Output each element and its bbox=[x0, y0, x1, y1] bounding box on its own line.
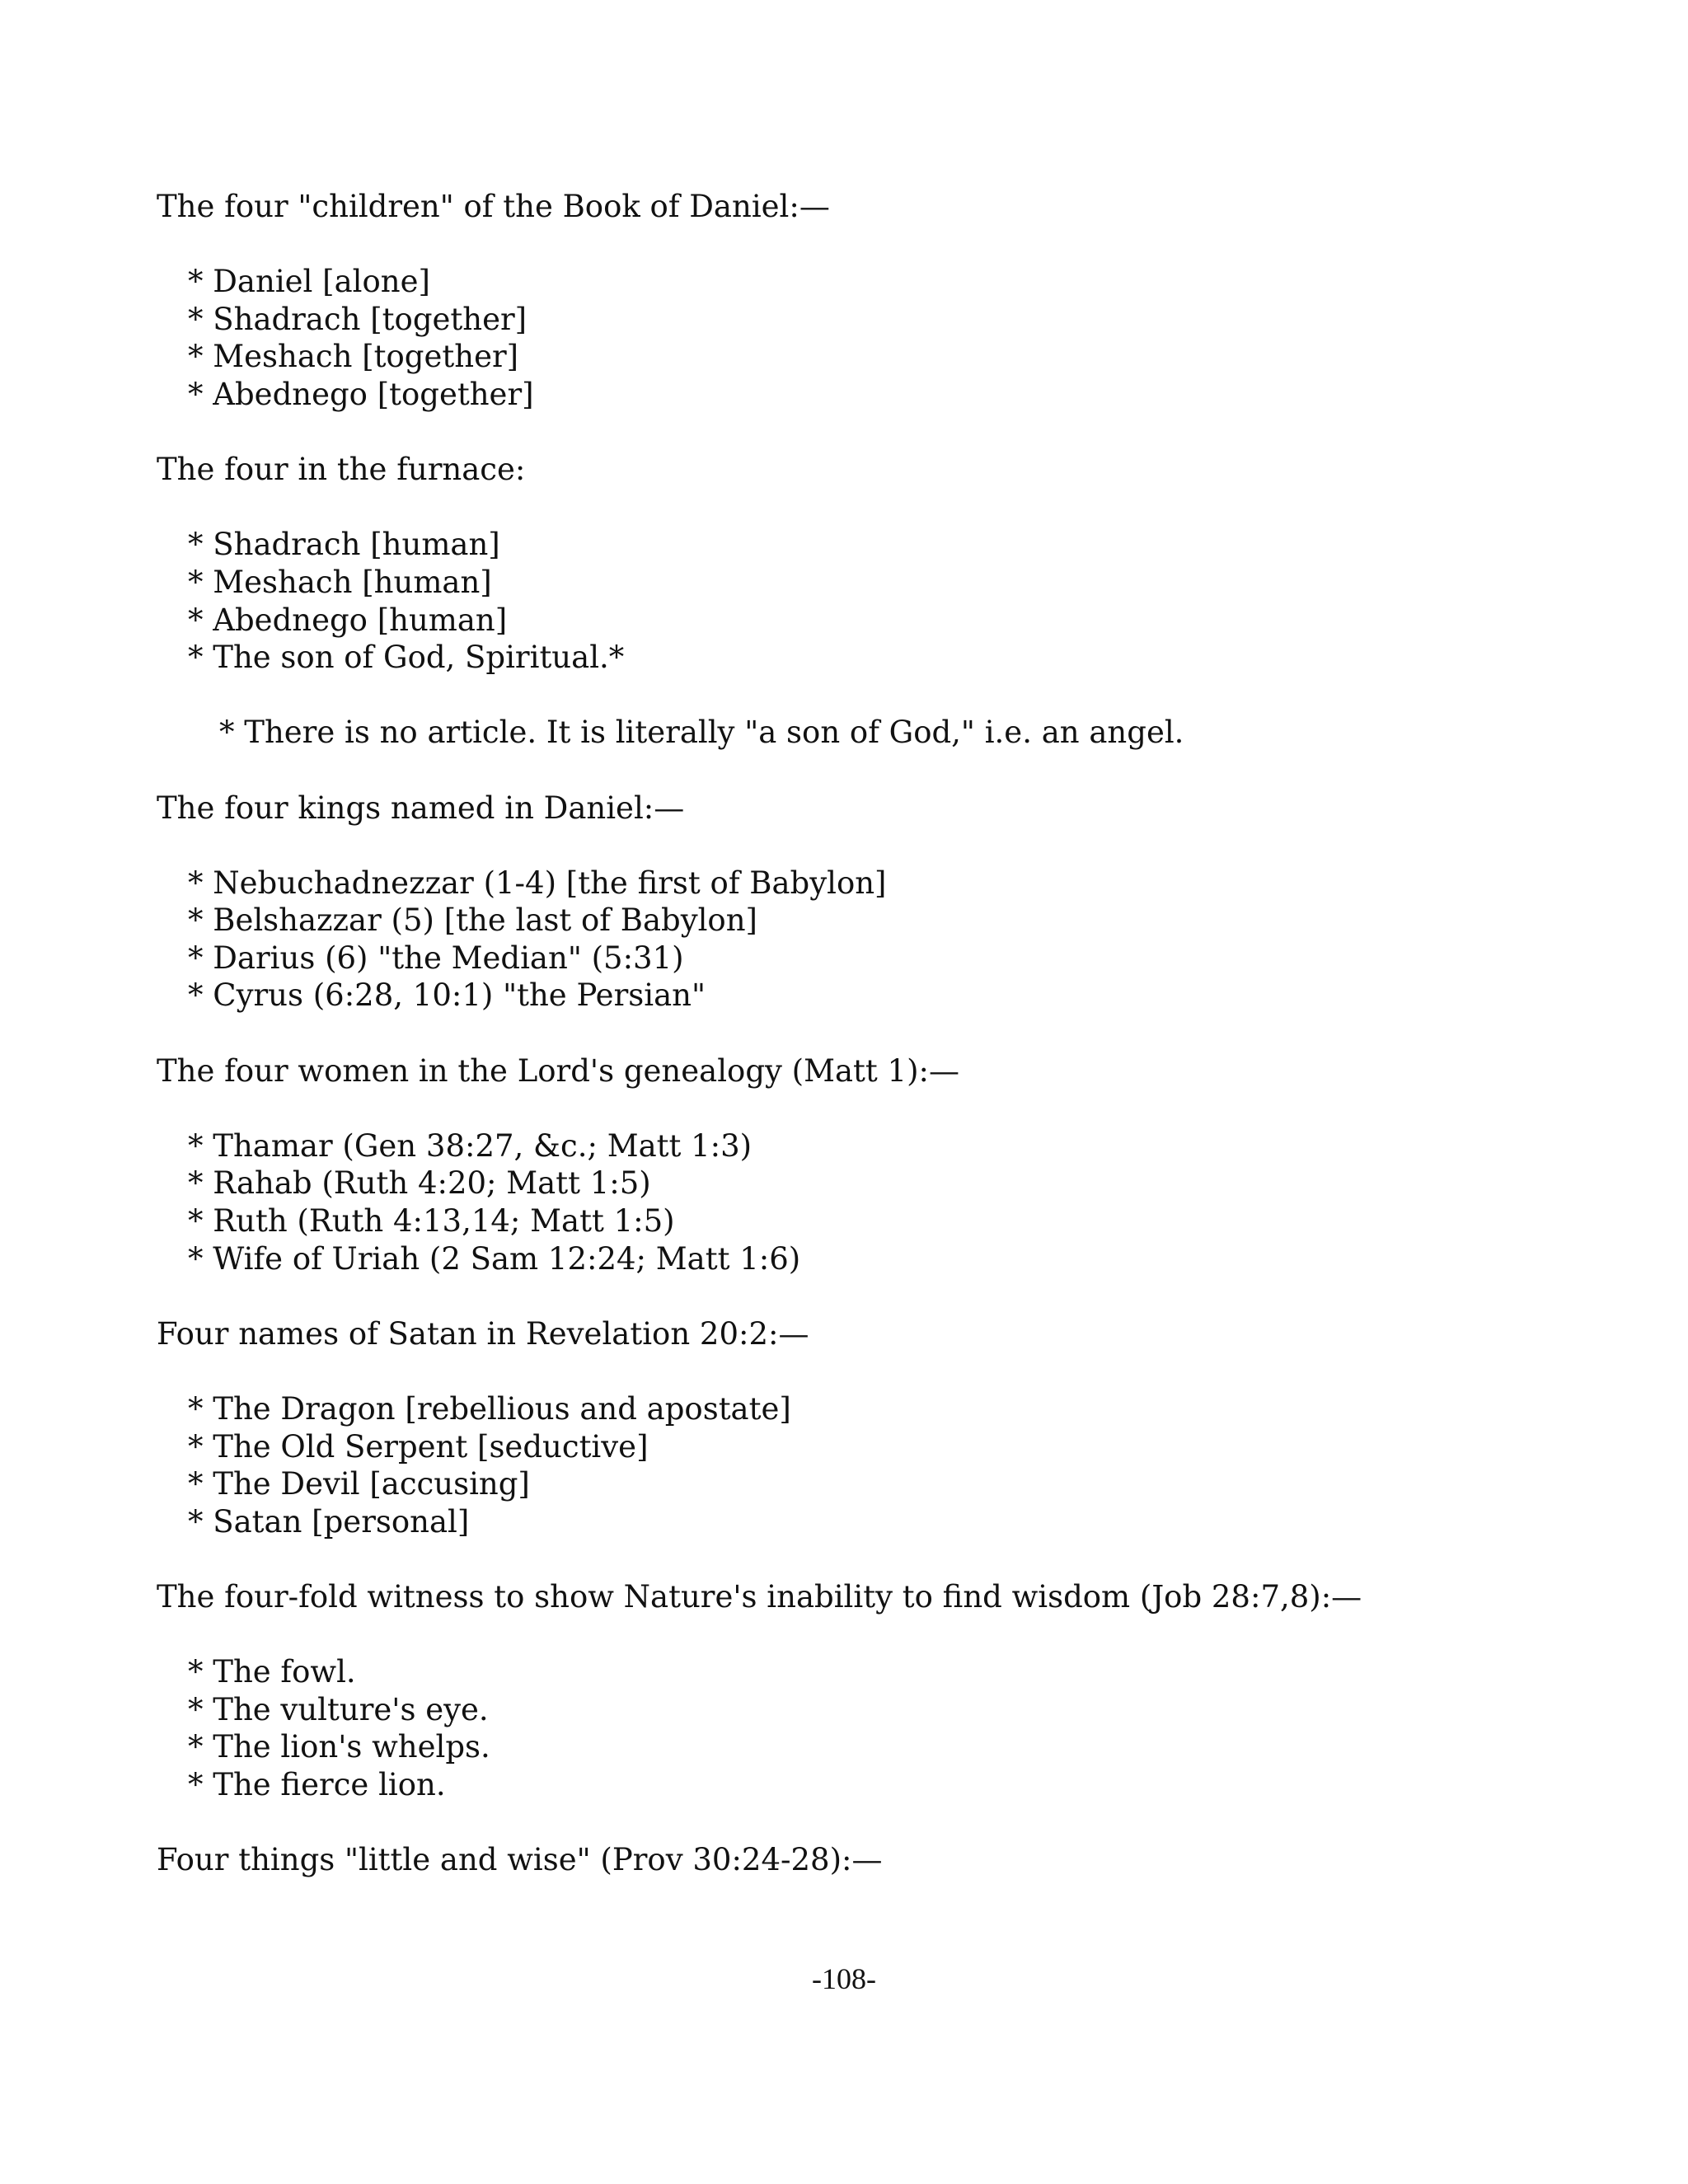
list-item: * The Dragon [rebellious and apostate] bbox=[188, 1391, 791, 1427]
list-item: * Thamar (Gen 38:27, &c.; Matt 1:3) bbox=[188, 1127, 753, 1164]
section-heading: Four things "little and wise" (Prov 30:24-28):— bbox=[157, 1842, 883, 1878]
list-item: * Meshach [together] bbox=[188, 339, 519, 375]
list-item: * Shadrach [together] bbox=[188, 301, 528, 337]
list-item: * Shadrach [human] bbox=[188, 527, 500, 563]
page-body bbox=[157, 188, 1558, 1879]
section-heading: The four women in the Lord's genealogy (Matt 1):— bbox=[157, 1052, 959, 1089]
list-item: * The son of God, Spiritual.* bbox=[188, 640, 625, 676]
list-item: * Wife of Uriah (2 Sam 12:24; Matt 1:6) bbox=[188, 1240, 801, 1277]
section-heading: The four kings named in Daniel:— bbox=[157, 790, 685, 826]
footnote: * There is no article. It is literally "a son of God," i.e. an angel. bbox=[219, 715, 1184, 751]
list-item: * The fierce lion. bbox=[188, 1766, 446, 1802]
list-item: * The lion's whelps. bbox=[188, 1729, 490, 1765]
list-item: * Rahab (Ruth 4:20; Matt 1:5) bbox=[188, 1165, 651, 1202]
list-item: * The vulture's eye. bbox=[188, 1691, 489, 1727]
bullet-list bbox=[188, 1390, 1558, 1540]
bullet-list bbox=[188, 263, 1558, 413]
list-item: * Darius (6) "the Median" (5:31) bbox=[188, 940, 684, 976]
list-item: * Belshazzar (5) [the last of Babylon] bbox=[188, 902, 757, 939]
list-item: * The fowl. bbox=[188, 1654, 356, 1690]
section-heading: The four in the furnace: bbox=[157, 452, 526, 488]
list-item: * Cyrus (6:28, 10:1) "the Persian" bbox=[188, 977, 706, 1014]
section-heading: The four-fold witness to show Nature's inability to find wisdom (Job 28:7,8):— bbox=[157, 1578, 1362, 1615]
list-item: * Ruth (Ruth 4:13,14; Matt 1:5) bbox=[188, 1203, 675, 1240]
bullet-list bbox=[188, 526, 1558, 676]
list-item: * The Old Serpent [seductive] bbox=[188, 1428, 649, 1465]
list-item: * Abednego [together] bbox=[188, 376, 534, 412]
page-number: -108- bbox=[812, 1962, 876, 1995]
section-heading: The four "children" of the Book of Daniel:— bbox=[157, 189, 830, 224]
list-item: * Abednego [human] bbox=[188, 602, 508, 638]
bullet-list bbox=[188, 1127, 1558, 1277]
list-item: * Meshach [human] bbox=[188, 564, 492, 600]
list-item: * The Devil [accusing] bbox=[188, 1466, 530, 1502]
list-item: * Daniel [alone] bbox=[188, 264, 430, 300]
bullet-list bbox=[188, 865, 1558, 1015]
list-item: * Nebuchadnezzar (1-4) [the first of Babylon] bbox=[188, 865, 887, 901]
section-heading: Four names of Satan in Revelation 20:2:— bbox=[157, 1315, 809, 1352]
list-item: * Satan [personal] bbox=[188, 1503, 470, 1540]
bullet-list bbox=[188, 1653, 1558, 1803]
